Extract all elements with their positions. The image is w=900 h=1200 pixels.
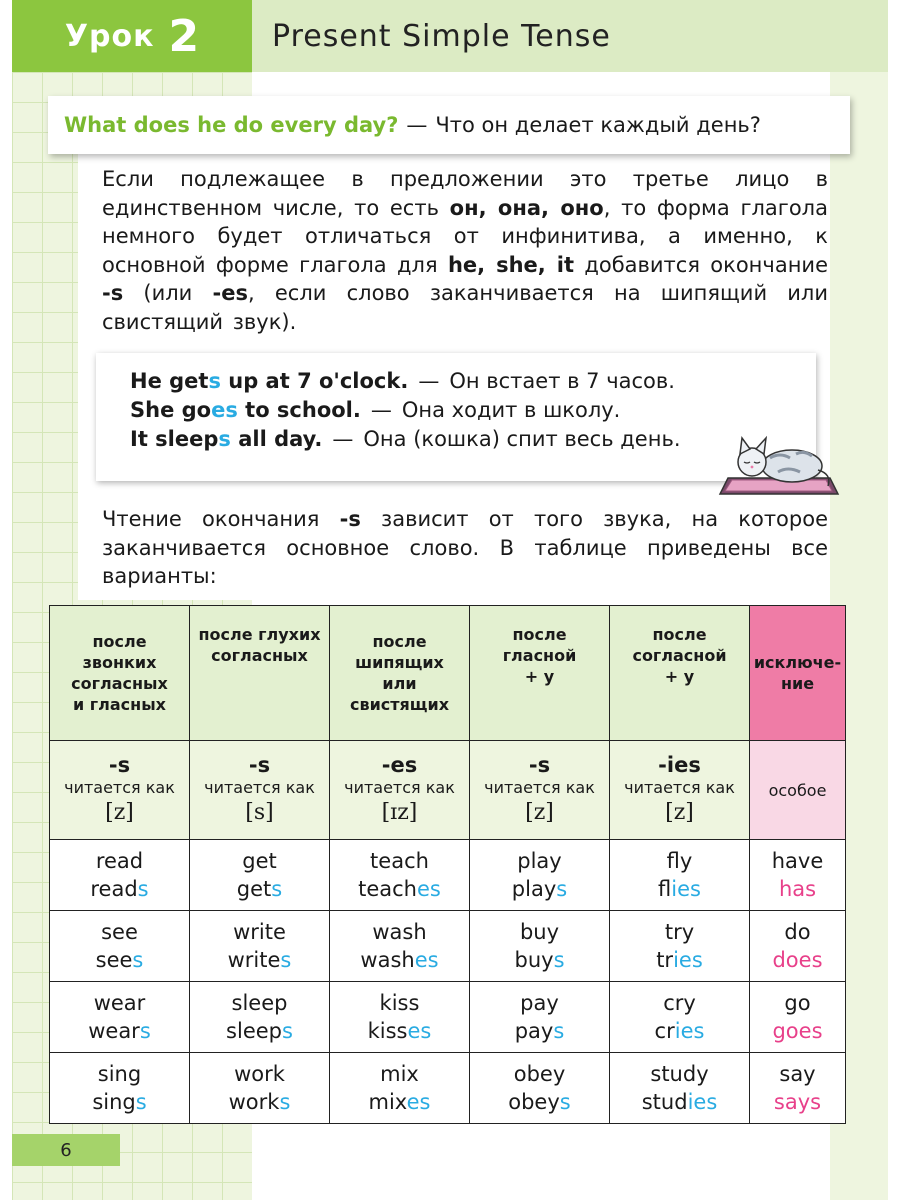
- third-person-form: [470, 1017, 609, 1045]
- ending: s: [559, 1090, 571, 1114]
- ending-ipa: [z]: [105, 800, 134, 825]
- third-person-form: [50, 1017, 189, 1045]
- exception-word-cell: [750, 840, 846, 911]
- word-row: [50, 1053, 846, 1124]
- ending: es: [414, 948, 439, 972]
- header-cell: [330, 606, 470, 741]
- ending: ies: [671, 877, 701, 901]
- example-english: up at 7 o'clock.: [220, 369, 409, 393]
- base-form: go: [784, 991, 811, 1015]
- base-form: wear: [93, 991, 146, 1015]
- example-english: to school.: [237, 398, 361, 422]
- ending-ipa: [z]: [665, 800, 694, 825]
- third-person-form: [330, 1017, 469, 1045]
- endings-row: [50, 741, 846, 840]
- word-cell: [610, 982, 750, 1053]
- ending-cell: [610, 741, 750, 840]
- ending-reads-as: читается как: [344, 778, 455, 797]
- header-line: ние: [780, 674, 815, 693]
- stem: wash: [360, 948, 415, 972]
- header-cell: [50, 606, 190, 741]
- header-line: согласных: [71, 674, 168, 693]
- header-line: + y: [664, 667, 695, 686]
- base-form: say: [779, 1062, 816, 1086]
- stem: read: [90, 877, 138, 901]
- lesson-number: 2: [168, 10, 200, 62]
- ending-cell: [50, 741, 190, 840]
- header-line: гласной: [502, 646, 577, 665]
- base-form: buy: [519, 920, 560, 944]
- question-box: [48, 96, 850, 154]
- ending-cell-exception: [750, 741, 846, 840]
- example-english: He get: [130, 369, 209, 393]
- base-form: fly: [666, 849, 693, 873]
- example-english: She go: [130, 398, 212, 422]
- ending-reads-as: читается как: [204, 778, 315, 797]
- ending: s: [135, 1090, 147, 1114]
- reading-bold: -s: [339, 507, 361, 531]
- ending-suffix: -s: [108, 753, 131, 777]
- base-form: sing: [97, 1062, 142, 1086]
- example-ending: es: [211, 398, 238, 422]
- third-person-form: [330, 875, 469, 903]
- sleeping-cat-illustration: [718, 432, 844, 498]
- example-ending: s: [218, 427, 231, 451]
- third-person-form: [50, 946, 189, 974]
- ending: s: [137, 877, 149, 901]
- third-person-form: [50, 1088, 189, 1116]
- third-person-form: [50, 875, 189, 903]
- header-line: исключе-: [753, 653, 842, 672]
- ending-suffix: -s: [248, 753, 271, 777]
- third-person-form: [190, 1088, 329, 1116]
- page-number: 6: [12, 1134, 120, 1166]
- stem: work: [228, 1090, 280, 1114]
- third-person-form: [470, 1088, 609, 1116]
- question-english: What does he do every day?: [64, 113, 399, 137]
- ending: ies: [673, 948, 703, 972]
- stem: obey: [508, 1090, 560, 1114]
- example-line: [130, 369, 675, 393]
- base-form: try: [664, 920, 695, 944]
- header-cell: [190, 606, 330, 741]
- third-person-form: [470, 875, 609, 903]
- exception-word-cell: [750, 1053, 846, 1124]
- intro-paragraph: [102, 165, 828, 336]
- base-form: study: [650, 1062, 709, 1086]
- reading-text: зависит от того звука, на которое заканчивается основное слово. В таблице приведены все варианты:: [102, 507, 828, 588]
- base-form: kiss: [379, 991, 420, 1015]
- header-line: после: [372, 632, 427, 651]
- intro-bold: он, она, оно: [449, 195, 604, 220]
- reading-text: Чтение окончания: [102, 507, 340, 531]
- stem: kiss: [367, 1019, 408, 1043]
- third-person-form: [750, 875, 845, 903]
- lesson-word: Урок: [64, 18, 155, 54]
- example-line: [130, 398, 620, 422]
- base-form: mix: [380, 1062, 419, 1086]
- stem: buy: [514, 948, 554, 972]
- ending-suffix: -ies: [658, 753, 701, 777]
- stem: cr: [654, 1019, 675, 1043]
- ending-ipa: [ɪz]: [381, 800, 418, 825]
- word-row: [50, 911, 846, 982]
- header-line: шипящих: [355, 653, 444, 672]
- base-form: cry: [663, 991, 696, 1015]
- word-cell: [190, 982, 330, 1053]
- header-line: после: [512, 625, 567, 644]
- ending-suffix: -es: [381, 753, 418, 777]
- word-cell: [190, 1053, 330, 1124]
- third-person-form: [610, 875, 749, 903]
- ending-cell: [470, 741, 610, 840]
- word-cell: [190, 911, 330, 982]
- header-cell-exception: [750, 606, 846, 741]
- ending: ies: [674, 1019, 705, 1043]
- examples-box: [96, 353, 816, 481]
- stem: write: [227, 948, 281, 972]
- example-dash: —: [418, 369, 440, 393]
- header-line: после: [652, 625, 707, 644]
- base-form: wash: [372, 920, 427, 944]
- ending-reads-as: читается как: [64, 778, 175, 797]
- example-russian: Он встает в 7 часов.: [449, 369, 675, 393]
- question-russian: Что он делает каждый день?: [435, 113, 761, 137]
- word-cell: [610, 911, 750, 982]
- word-cell: [470, 1053, 610, 1124]
- intro-text: добавится окончание: [573, 252, 828, 277]
- intro-text: Если подлежащее в предложении это третье лицо в единственном числе, то есть: [102, 167, 828, 220]
- third-person-form: [330, 1088, 469, 1116]
- word-cell: [470, 911, 610, 982]
- word-cell: [50, 982, 190, 1053]
- word-cell: [610, 840, 750, 911]
- intro-bold: -es: [212, 281, 248, 305]
- lesson-badge: [12, 0, 252, 72]
- base-form: teach: [370, 849, 429, 873]
- example-dash: —: [332, 427, 354, 451]
- intro-text: (или: [123, 281, 213, 305]
- third-person-form: [610, 1088, 749, 1116]
- ending-reads-as: читается как: [624, 778, 735, 797]
- third-person-form: [190, 946, 329, 974]
- ending: es: [407, 1019, 432, 1043]
- example-line: [130, 427, 681, 451]
- ending: s: [553, 948, 565, 972]
- lesson-title: Present Simple Tense: [272, 18, 611, 54]
- stem: see: [95, 948, 133, 972]
- ending-cell: [190, 741, 330, 840]
- stem: wear: [88, 1019, 140, 1043]
- word-cell: [330, 982, 470, 1053]
- intro-text: , то форма глагола немного будет отличаться от инфинитива, а именно, к основной форме глагола для: [102, 195, 828, 277]
- word-cell: [330, 911, 470, 982]
- header-line: после: [92, 632, 147, 651]
- stem: stud: [641, 1090, 688, 1114]
- ending: s: [280, 948, 292, 972]
- third-person-form: [190, 1017, 329, 1045]
- base-form: pay: [520, 991, 559, 1015]
- ending: s: [271, 877, 283, 901]
- word-cell: [50, 1053, 190, 1124]
- stem: fl: [658, 877, 672, 901]
- header-line: после глухих: [198, 625, 321, 644]
- example-dash: —: [370, 398, 392, 422]
- word-cell: [190, 840, 330, 911]
- endings-table: [49, 605, 846, 1124]
- ending: s: [139, 1019, 151, 1043]
- ending: s: [282, 1019, 293, 1043]
- word-cell: [610, 1053, 750, 1124]
- base-form: have: [771, 849, 824, 873]
- base-form: play: [517, 849, 562, 873]
- ending-reads-as: читается как: [484, 778, 595, 797]
- ending-cell: [330, 741, 470, 840]
- ending-special: особое: [768, 780, 827, 800]
- intro-bold: -s: [102, 281, 124, 305]
- word-cell: [470, 840, 610, 911]
- third-person-form: [470, 946, 609, 974]
- lesson-title-bar: [252, 0, 888, 72]
- word-cell: [330, 840, 470, 911]
- third-person-form: [750, 1017, 845, 1045]
- header-line: согласной: [632, 646, 727, 665]
- reading-paragraph: [102, 505, 828, 591]
- ending: es: [417, 877, 441, 901]
- third-person-form: [190, 875, 329, 903]
- stem: pay: [514, 1019, 554, 1043]
- stem: teach: [358, 877, 417, 901]
- base-form: get: [242, 849, 277, 873]
- stem: play: [511, 877, 557, 901]
- ending: s: [556, 877, 568, 901]
- base-form: work: [234, 1062, 285, 1086]
- intro-bold: he, she, it: [447, 252, 574, 277]
- header-line: или: [382, 674, 417, 693]
- stem: sleep: [226, 1019, 282, 1043]
- word-row: [50, 840, 846, 911]
- question-dash: —: [406, 113, 428, 137]
- ending: es: [406, 1090, 431, 1114]
- example-russian: Она ходит в школу.: [401, 398, 621, 422]
- header-line: и гласных: [73, 695, 166, 714]
- exception-word-cell: [750, 911, 846, 982]
- exception-form: does: [772, 948, 823, 972]
- base-form: write: [233, 920, 286, 944]
- base-form: see: [101, 920, 138, 944]
- stem: sing: [92, 1090, 136, 1114]
- word-cell: [330, 1053, 470, 1124]
- exception-form: has: [778, 877, 817, 901]
- header-line: + y: [524, 667, 555, 686]
- intro-text: , если слово заканчивается на шипящий или свистящий звук).: [102, 281, 829, 334]
- base-form: sleep: [231, 991, 288, 1015]
- stem: get: [236, 877, 272, 901]
- third-person-form: [330, 946, 469, 974]
- example-english: all day.: [230, 427, 323, 451]
- header-cell: [610, 606, 750, 741]
- ending-ipa: [s]: [245, 800, 274, 825]
- exception-form: says: [773, 1090, 822, 1114]
- header-line: свистящих: [349, 695, 450, 714]
- exception-form: goes: [772, 1019, 823, 1043]
- example-russian: Она (кошка) спит весь день.: [363, 427, 681, 451]
- base-form: obey: [513, 1062, 566, 1086]
- exception-word-cell: [750, 982, 846, 1053]
- base-form: read: [95, 849, 144, 873]
- word-rows: [50, 840, 846, 1124]
- stem: tr: [656, 948, 674, 972]
- ending: s: [279, 1090, 291, 1114]
- example-english: It sleep: [130, 427, 219, 451]
- ending-suffix: -s: [528, 753, 551, 777]
- base-form: do: [784, 920, 811, 944]
- header-cell: [470, 606, 610, 741]
- third-person-form: [750, 1088, 845, 1116]
- word-cell: [50, 911, 190, 982]
- example-ending: s: [208, 369, 221, 393]
- word-cell: [470, 982, 610, 1053]
- third-person-form: [610, 946, 749, 974]
- word-row: [50, 982, 846, 1053]
- header-line: звонких: [82, 653, 157, 672]
- ending: s: [553, 1019, 565, 1043]
- ending-ipa: [z]: [525, 800, 554, 825]
- word-cell: [50, 840, 190, 911]
- third-person-form: [750, 946, 845, 974]
- ending: s: [132, 948, 144, 972]
- third-person-form: [610, 1017, 749, 1045]
- header-row: [50, 606, 846, 741]
- ending: ies: [687, 1090, 718, 1114]
- header-line: согласных: [211, 646, 308, 665]
- stem: mix: [368, 1090, 407, 1114]
